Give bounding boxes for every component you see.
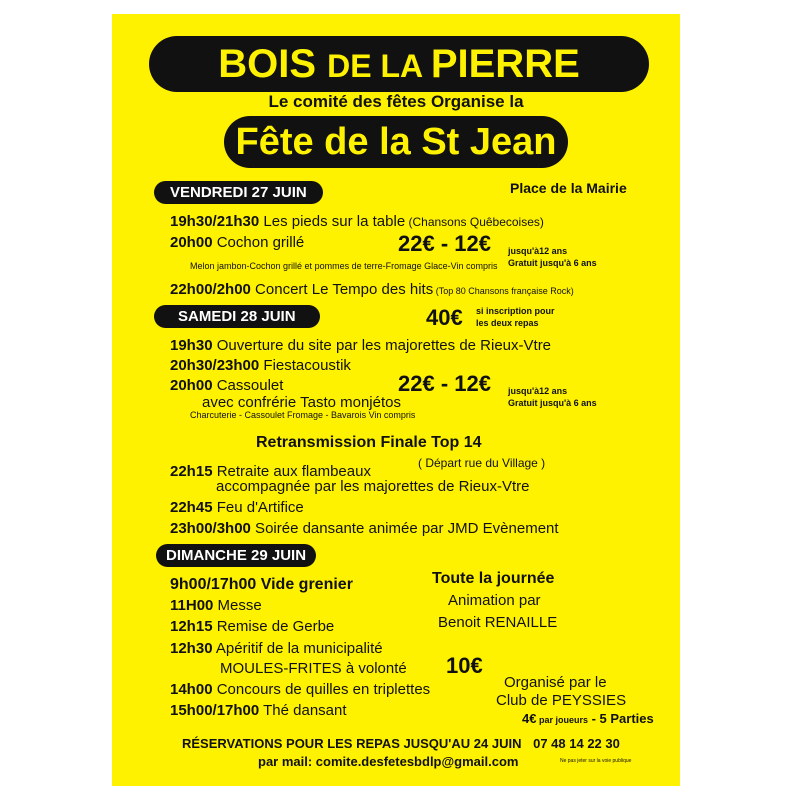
price-saturday: 22€ - 12€ [398,371,491,396]
menu-friday: Melon jambon-Cochon grillé et pommes de terre-Fromage Glace-Vin compris [190,261,498,271]
schedule-text: Ouverture du site par les majorettes de Rieux-Vtre [212,337,552,354]
schedule-text: Concert Le Tempo des hits [250,281,434,298]
schedule-time: 22h15 [170,463,213,480]
schedule-text: Concours de quilles en triplettes [212,681,431,698]
retraite-depart: ( Départ rue du Village ) [418,456,546,470]
combo-note-1: si inscription pour [476,306,555,316]
schedule-text: Fiestacoustik [259,357,351,374]
title-banner [149,36,649,92]
schedule-text: Cassoulet [212,377,284,394]
event-title: Fête de la St Jean [235,121,557,163]
schedule-row [170,281,574,300]
schedule-row [170,377,283,394]
schedule-time: 12h15 [170,618,213,635]
schedule-time: 15h00/17h00 [170,702,260,719]
schedule-row [170,213,544,231]
schedule-text: Vide grenier [256,576,353,593]
day-label-sunday: DIMANCHE 29 JUIN [156,544,316,567]
title-part3: PIERRE [430,42,580,86]
animation: Animation par [448,592,541,609]
schedule-text: Les pieds sur la table [259,213,406,230]
quilles-price-small: par joueurs [536,715,588,725]
day-label-friday: VENDREDI 27 JUIN [154,181,323,204]
organise-2: Club de PEYSSIES [496,692,627,709]
price-note-friday-1: jusqu'à12 ans [508,246,568,256]
price-note-saturday-1: jusqu'à12 ans [508,386,568,396]
cassoulet-line2: avec confrérie Tasto monjétos [202,394,401,411]
event-title-banner [224,116,568,168]
schedule-text: Feu d'Artifice [212,499,304,516]
schedule-extra: (Chansons Quêbecoises) [405,215,544,229]
mail-line [258,754,518,769]
schedule-text: Soirée dansante animée par JMD Evènement [250,520,559,537]
quilles-parties: - 5 Parties [587,711,654,726]
price-note-saturday-2: Gratuit jusqu'à 6 ans [508,398,597,408]
disclaimer: Ne pas jeter sur la voie publique [560,758,632,764]
retraite-line2: accompagnée par les majorettes de Rieux-Vtre [216,478,530,495]
schedule-time: 12h30 [170,640,213,657]
journee: Toute la journée [432,570,555,587]
schedule-text: Apéritif de la municipalité [212,640,383,657]
schedule-row [170,234,304,251]
combo-note-2: les deux repas [476,318,539,328]
poster [112,14,680,786]
schedule-extra: (Top 80 Chansons française Rock) [433,286,574,296]
reservations [182,736,620,751]
schedule-time: 20h30/23h00 [170,357,260,374]
schedule-row [170,357,351,374]
menu-saturday: Charcuterie - Cassoulet Fromage - Bavarois Vin compris [190,410,416,420]
mail-address[interactable]: comite.desfetesbdlp@gmail.com [315,754,519,769]
moules-line: MOULES-FRITES à volonté [220,660,407,677]
schedule-row [170,576,353,593]
schedule-text: Messe [213,597,262,614]
quilles-price [522,711,654,726]
animateur: Benoit RENAILLE [438,614,558,631]
phone-number: 07 48 14 22 30 [533,736,620,751]
schedule-time: 22h00/2h00 [170,281,251,298]
quilles-price-big: 4€ [522,711,537,726]
schedule-time: 14h00 [170,681,213,698]
schedule-time: 20h00 [170,377,213,394]
schedule-text: Thé dansant [259,702,347,719]
schedule-row [170,640,383,657]
title-part2: DE LA [327,48,431,84]
schedule-time: 19h30 [170,337,213,354]
schedule-time: 9h00/17h00 [170,576,257,593]
price-friday: 22€ - 12€ [398,231,491,256]
mail-prefix: par mail: [258,754,316,769]
subtitle: Le comité des fêtes Organise la [268,92,524,111]
schedule-row [170,681,430,698]
schedule-text: Remise de Gerbe [212,618,335,635]
organise-1: Organisé par le [504,674,607,691]
price-note-friday-2: Gratuit jusqu'à 6 ans [508,258,597,268]
schedule-row [170,499,304,516]
location: Place de la Mairie [510,180,627,196]
schedule-row [170,618,334,635]
schedule-text: Retraite aux flambeaux [212,463,371,480]
schedule-row [170,702,347,719]
schedule-text: Cochon grillé [212,234,305,251]
moules-price: 10€ [446,653,483,678]
schedule-row [170,337,551,354]
schedule-time: 11H00 [170,597,214,614]
retransmission: Retransmission Finale Top 14 [256,434,482,451]
combo-price: 40€ [426,305,463,330]
schedule-time: 20h00 [170,234,213,251]
reservations-text: RÉSERVATIONS POUR LES REPAS JUSQU'AU 24 JUIN [182,736,522,751]
schedule-time: 22h45 [170,499,213,516]
schedule-row [170,520,559,537]
day-label-saturday: SAMEDI 28 JUIN [154,305,320,328]
schedule-time: 23h00/3h00 [170,520,251,537]
schedule-row [170,597,262,614]
title-part1: BOIS [218,42,328,86]
schedule-time: 19h30/21h30 [170,213,260,230]
